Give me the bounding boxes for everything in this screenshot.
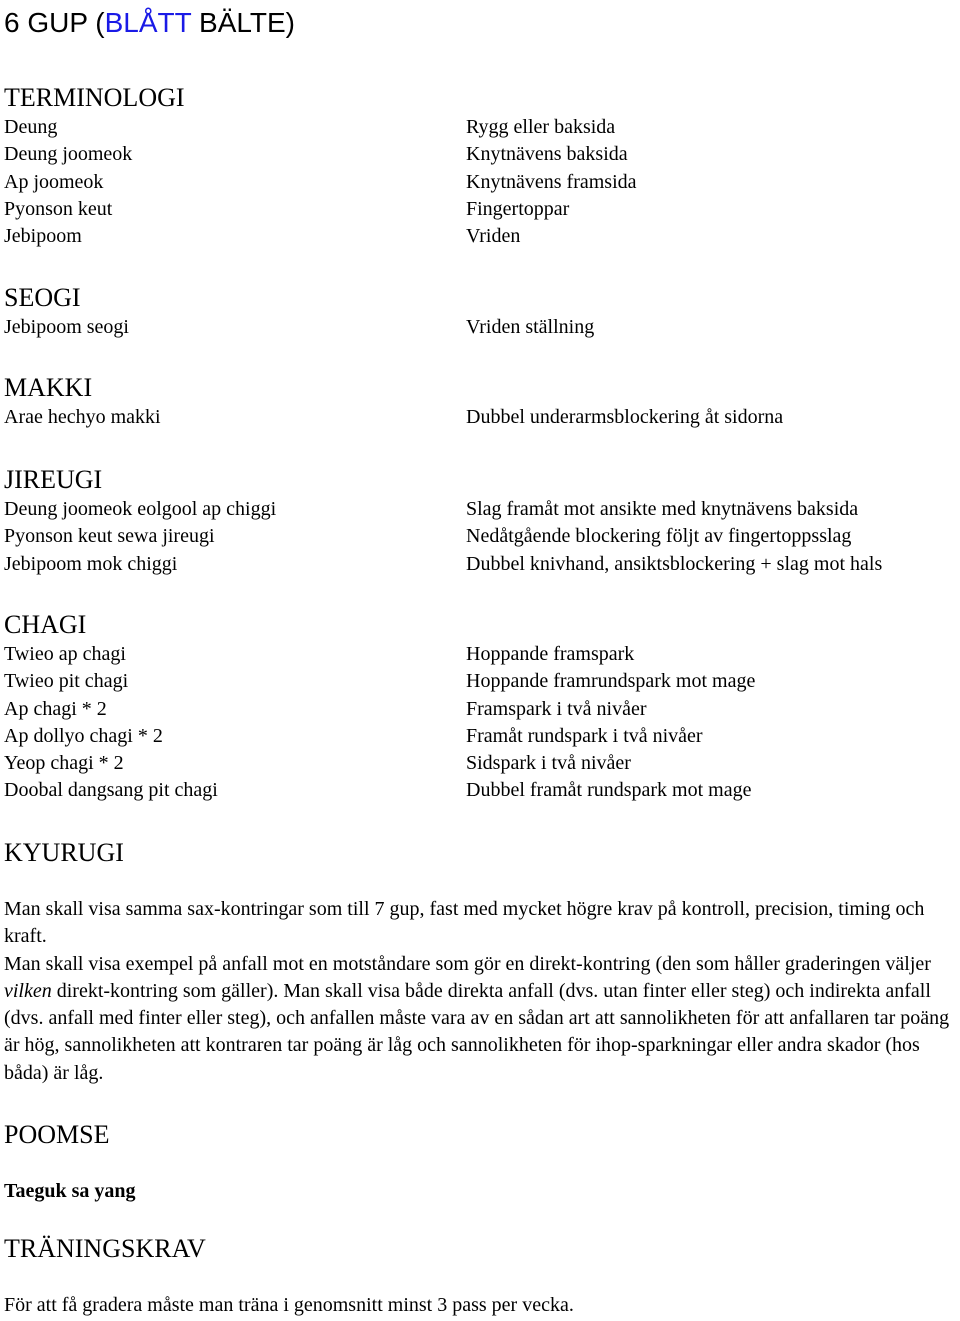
poomse-item: Taeguk sa yang (4, 1180, 136, 1202)
heading-chagi: CHAGI (4, 610, 87, 639)
term-item: Pyonson keut (4, 197, 113, 220)
term-item: Deung (4, 116, 58, 138)
poomse-form (4, 1178, 136, 1205)
translation-item: Vriden (466, 225, 521, 248)
kyurugi-text-1: Man skall visa samma sax-kontringar som till 7 gup, fast med mycket högre krav på kontroll, precision, timing och kraft. (4, 898, 925, 948)
traningskrav-item: För att få gradera måste man träna i genomsnitt minst 3 pass per vecka. (4, 1294, 574, 1316)
translation-item: Vriden ställning (466, 316, 595, 338)
page-title (4, 4, 295, 42)
term-item: Twieo pit chagi (4, 670, 129, 693)
translation-item: Fingertoppar (466, 197, 570, 220)
heading-makki: MAKKI (4, 373, 93, 402)
makki-translations (466, 404, 783, 431)
term-item: Pyonson keut sewa jireugi (4, 525, 215, 548)
translation-item: Hoppande framspark (466, 643, 635, 665)
seogi-translations (466, 314, 594, 341)
translation-item: Rygg eller baksida (466, 116, 616, 138)
translation-item: Sidspark i två nivåer (466, 752, 631, 775)
kyurugi-text-2-start: Man skall visa exempel på anfall mot en motståndare som gör en direkt-kontring (den som håller graderingen väljer (4, 952, 931, 975)
term-item: Deung joomeok eolgool ap chiggi (4, 498, 277, 520)
kyurugi-text-2 (4, 951, 954, 1087)
jireugi-terms (4, 496, 276, 578)
heading-poomse: POOMSE (4, 1120, 110, 1149)
term-item: Jebipoom mok chiggi (4, 552, 178, 575)
kyurugi-emphasis: vilken (4, 979, 52, 1002)
heading-jireugi: JIREUGI (4, 465, 103, 494)
term-item: Yeop chagi * 2 (4, 752, 124, 775)
translation-item: Nedåtgående blockering följt av fingertoppsslag (466, 525, 852, 548)
terminologi-translations (466, 114, 637, 250)
heading-terminologi: TERMINOLOGI (4, 83, 185, 112)
term-item: Ap joomeok (4, 170, 104, 193)
term-item: Doobal dangsang pit chagi (4, 779, 218, 802)
title-suffix: BÄLTE) (191, 7, 295, 38)
kyurugi-paragraph (4, 896, 954, 1087)
term-item: Ap chagi * 2 (4, 697, 107, 720)
title-prefix: 6 GUP ( (4, 7, 105, 38)
term-item: Twieo ap chagi (4, 643, 126, 665)
traningskrav-text (4, 1292, 574, 1319)
kyurugi-text-2-end: direkt-kontring som gäller). Man skall visa både direkta anfall (dvs. utan finter eller steg) och indirekta anfall (dvs. anfall med finter eller steg), och anfallen måste vara av en sådan art att sannolikheten för att anfallaren tar poäng är hög, sannolikheten att kontraren tar poäng är låg och sannolikheten för ihop-sparkningar eller andra skador (hos båda) är låg. (4, 979, 950, 1084)
translation-item: Dubbel underarmsblockering åt sidorna (466, 406, 784, 428)
terminologi-terms (4, 114, 132, 250)
translation-item: Knytnävens baksida (466, 143, 628, 166)
chagi-translations (466, 641, 755, 805)
term-item: Jebipoom seogi (4, 316, 129, 338)
translation-item: Dubbel framåt rundspark mot mage (466, 779, 752, 802)
translation-item: Framspark i två nivåer (466, 697, 647, 720)
jireugi-translations (466, 496, 882, 578)
seogi-terms (4, 314, 129, 341)
term-item: Ap dollyo chagi * 2 (4, 724, 163, 747)
translation-item: Hoppande framrundspark mot mage (466, 670, 756, 693)
heading-kyurugi: KYURUGI (4, 838, 124, 867)
chagi-terms (4, 641, 218, 805)
heading-seogi: SEOGI (4, 283, 81, 312)
title-belt-color: BLÅTT (104, 7, 192, 38)
heading-traningskrav: TRÄNINGSKRAV (4, 1234, 206, 1263)
term-item: Jebipoom (4, 225, 82, 248)
translation-item: Framåt rundspark i två nivåer (466, 724, 703, 747)
translation-item: Knytnävens framsida (466, 170, 637, 193)
makki-terms (4, 404, 161, 431)
translation-item: Dubbel knivhand, ansiktsblockering + slag mot hals (466, 552, 883, 575)
translation-item: Slag framåt mot ansikte med knytnävens baksida (466, 498, 859, 520)
term-item: Arae hechyo makki (4, 406, 161, 428)
term-item: Deung joomeok (4, 143, 133, 166)
